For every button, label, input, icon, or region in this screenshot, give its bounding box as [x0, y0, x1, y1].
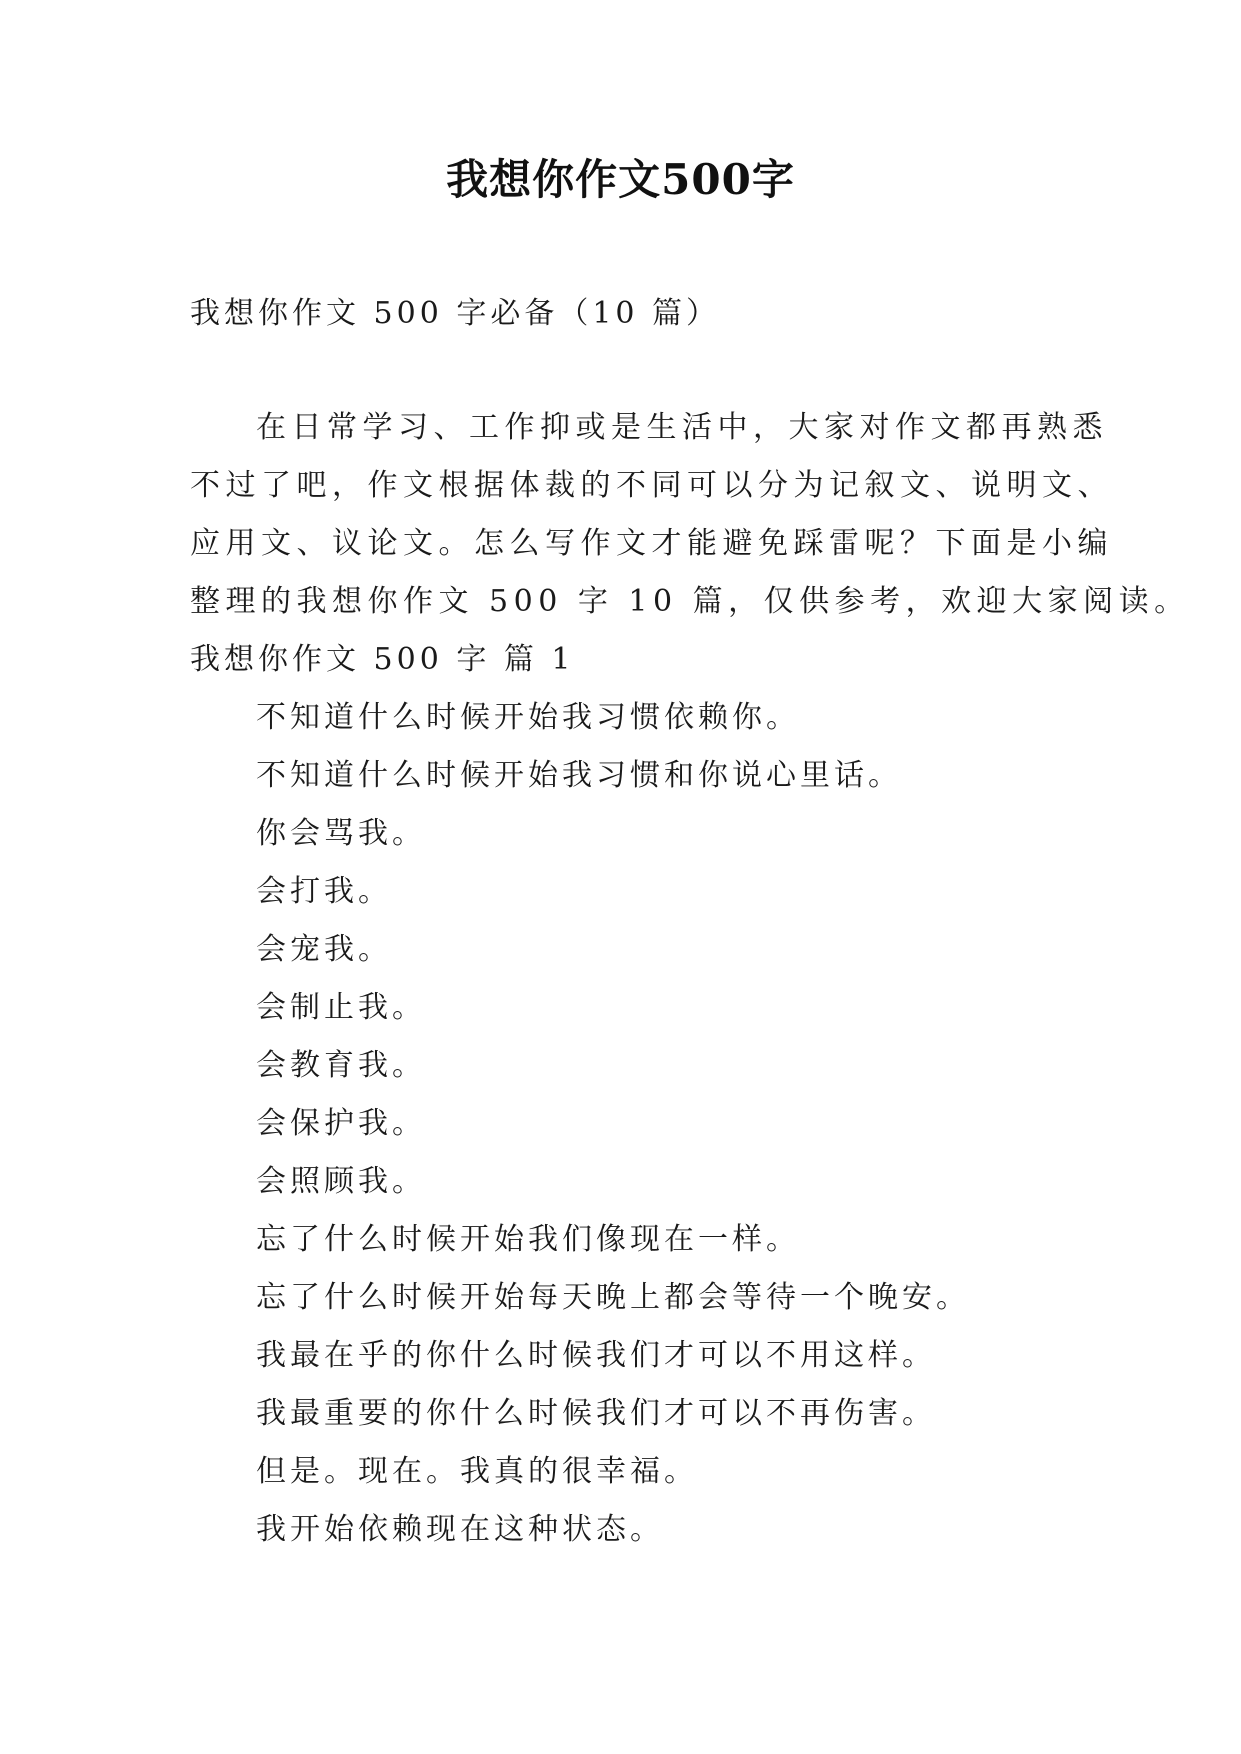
body-line: 你会骂我。 [256, 816, 426, 851]
intro-line-3: 应用文、议论文。怎么写作文才能避免踩雷呢？下面是小编 [190, 526, 1113, 561]
intro-line-1: 在日常学习、工作抑或是生活中，大家对作文都再熟悉 [256, 410, 1108, 445]
body-line: 我开始依赖现在这种状态。 [256, 1512, 664, 1547]
intro-line-2: 不过了吧，作文根据体裁的不同可以分为记叙文、说明文、 [190, 468, 1113, 503]
body-line: 会保护我。 [256, 1106, 426, 1141]
document-title: 我想你作文500字 [446, 155, 795, 204]
body-line: 会打我。 [256, 874, 392, 909]
body-line: 我最在乎的你什么时候我们才可以不用这样。 [256, 1338, 936, 1373]
body-line: 忘了什么时候开始我们像现在一样。 [256, 1222, 800, 1257]
body-line: 不知道什么时候开始我习惯和你说心里话。 [256, 758, 902, 793]
body-line: 我最重要的你什么时候我们才可以不再伤害。 [256, 1396, 936, 1431]
body-line: 会制止我。 [256, 990, 426, 1025]
section-heading: 我想你作文 500 字 篇 1 [190, 642, 575, 677]
body-line: 不知道什么时候开始我习惯依赖你。 [256, 700, 800, 735]
body-line: 会照顾我。 [256, 1164, 426, 1199]
body-line: 会宠我。 [256, 932, 392, 967]
body-line: 但是。现在。我真的很幸福。 [256, 1454, 698, 1489]
body-line: 会教育我。 [256, 1048, 426, 1083]
intro-line-4: 整理的我想你作文 500 字 10 篇，仅供参考，欢迎大家阅读。 [190, 584, 1190, 619]
document-subtitle: 我想你作文 500 字必备（10 篇） [190, 296, 721, 331]
body-line: 忘了什么时候开始每天晚上都会等待一个晚安。 [256, 1280, 970, 1315]
